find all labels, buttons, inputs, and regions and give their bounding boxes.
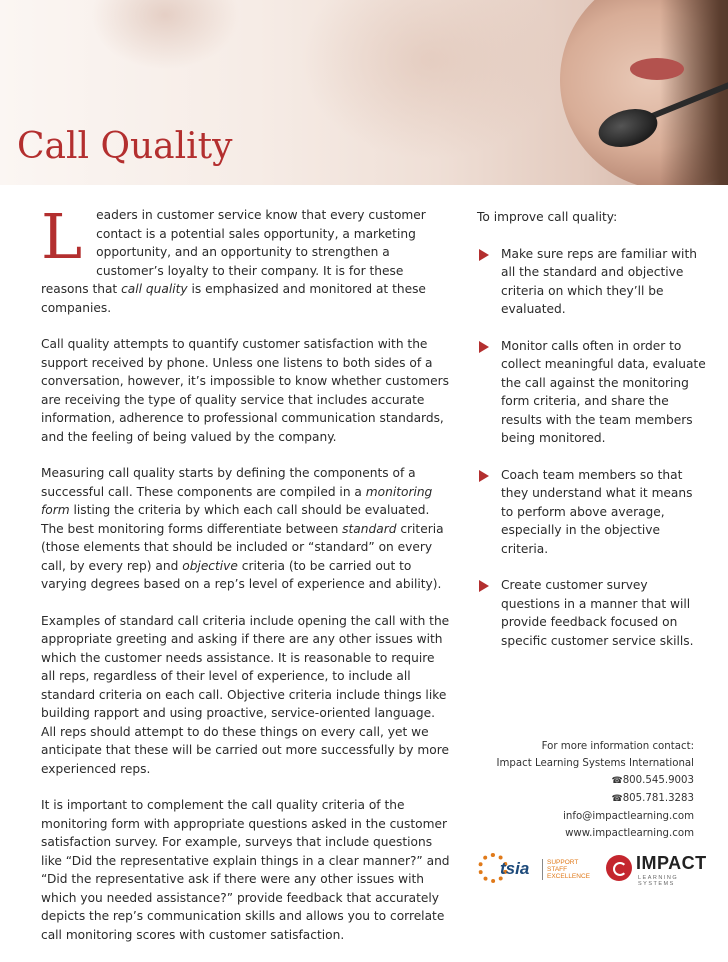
list-item: Monitor calls often in order to collect meaningful data, evaluate the call against the monitoring form criteria, and share the results with the team members being monitored. [477, 337, 707, 448]
paragraph-intro: L eaders in customer service know that every customer contact is a potential sales opportunity, a marketing opportunity, and an opportunity to strengthen a customer’s loyalty to their company. It is for these reasons that call quality is emphasized and monitored at these companies. [41, 200, 426, 315]
tips-list [477, 245, 707, 651]
impact-mark-icon [606, 855, 632, 881]
contact-website[interactable]: www.impactlearning.com [565, 828, 694, 839]
photo-bg-shape [300, 0, 560, 160]
tsia-logo [478, 853, 598, 889]
bullet-arrow-icon [479, 580, 489, 592]
list-item: Create customer survey questions in a manner that will provide feedback focused on specific customer service skills. [477, 576, 707, 650]
bullet-arrow-icon [479, 341, 489, 353]
drop-cap: L [41, 200, 83, 273]
list-item: Coach team members so that they understand what it means to perform above average, especially in the objective criteria. [477, 466, 707, 559]
impact-logo [606, 853, 706, 889]
contact-phone: ☎ 800.545.9003 [478, 772, 694, 790]
contact-org: Impact Learning Systems International [496, 758, 694, 769]
bullet-arrow-icon [479, 249, 489, 261]
paragraph-2: Call quality attempts to quantify customer satisfaction with the support received by phone. Unless one listens to both sides of a conversation, however, it’s impossible to know whether customers are receiving the type of quality service that includes accurate information, adherence to professional communication standards, and the feeling of being valued by the company. [41, 337, 449, 444]
impact-tagline: LEARNING SYSTEMS [638, 875, 679, 887]
paragraph-5: It is important to complement the call quality criteria of the monitoring form with appropriate questions asked in the customer satisfaction survey. For example, surveys that include questions like “Did the representative explain things in a clear manner?” and “Did the representative ask if there were any other issues with which you needed assistance?” provide feedback that accurately depicts the rep’s communication skills and allows you to correlate call monitoring scores with customer satisfaction. [41, 798, 450, 942]
logo-strip [478, 851, 708, 891]
tips-lead: To improve call quality: [477, 210, 618, 224]
contact-block [478, 738, 694, 842]
tsia-wordmark: tsia [500, 859, 530, 878]
sidebar-tips [477, 208, 707, 668]
list-item: Make sure reps are familiar with all the standard and objective criteria on which they’ll be evaluated. [477, 245, 707, 319]
photo-lips [630, 58, 684, 80]
bullet-arrow-icon [479, 470, 489, 482]
photo-bg-shape [90, 0, 240, 70]
page-title: Call Quality [17, 126, 233, 167]
tsia-subtitle: SUPPORT STAFF EXCELLENCE [542, 859, 598, 880]
contact-fax: ☎ 805.781.3283 [478, 790, 694, 808]
contact-heading: For more information contact: [541, 741, 694, 752]
impact-wordmark: IMPACT [636, 853, 707, 873]
paragraph-3: Measuring call quality starts by defining the components of a successful call. These components are compiled in a monitoring form listing the criteria by which each call should be evaluated. The best monitoring forms differentiate between standard criteria (those elements that should be included or “standard” on every call, by every rep) and objective criteria (to be carried out to varying degrees based on a rep’s level of experience and ability). [41, 466, 444, 591]
contact-email[interactable]: info@impactlearning.com [563, 811, 694, 822]
paragraph-4: Examples of standard call criteria include opening the call with the appropriate greeting and asking if there are any other issues with which the customer needs assistance. It is reasonable to require all reps, regardless of their level of experience, to include all standard criteria on each call. Objective criteria include things like building rapport and using proactive, service-oriented language. All reps should attempt to do these things on every call, yet we anticipate that these will be carried out more successfully by more experienced reps. [41, 613, 450, 776]
main-article [41, 200, 451, 962]
